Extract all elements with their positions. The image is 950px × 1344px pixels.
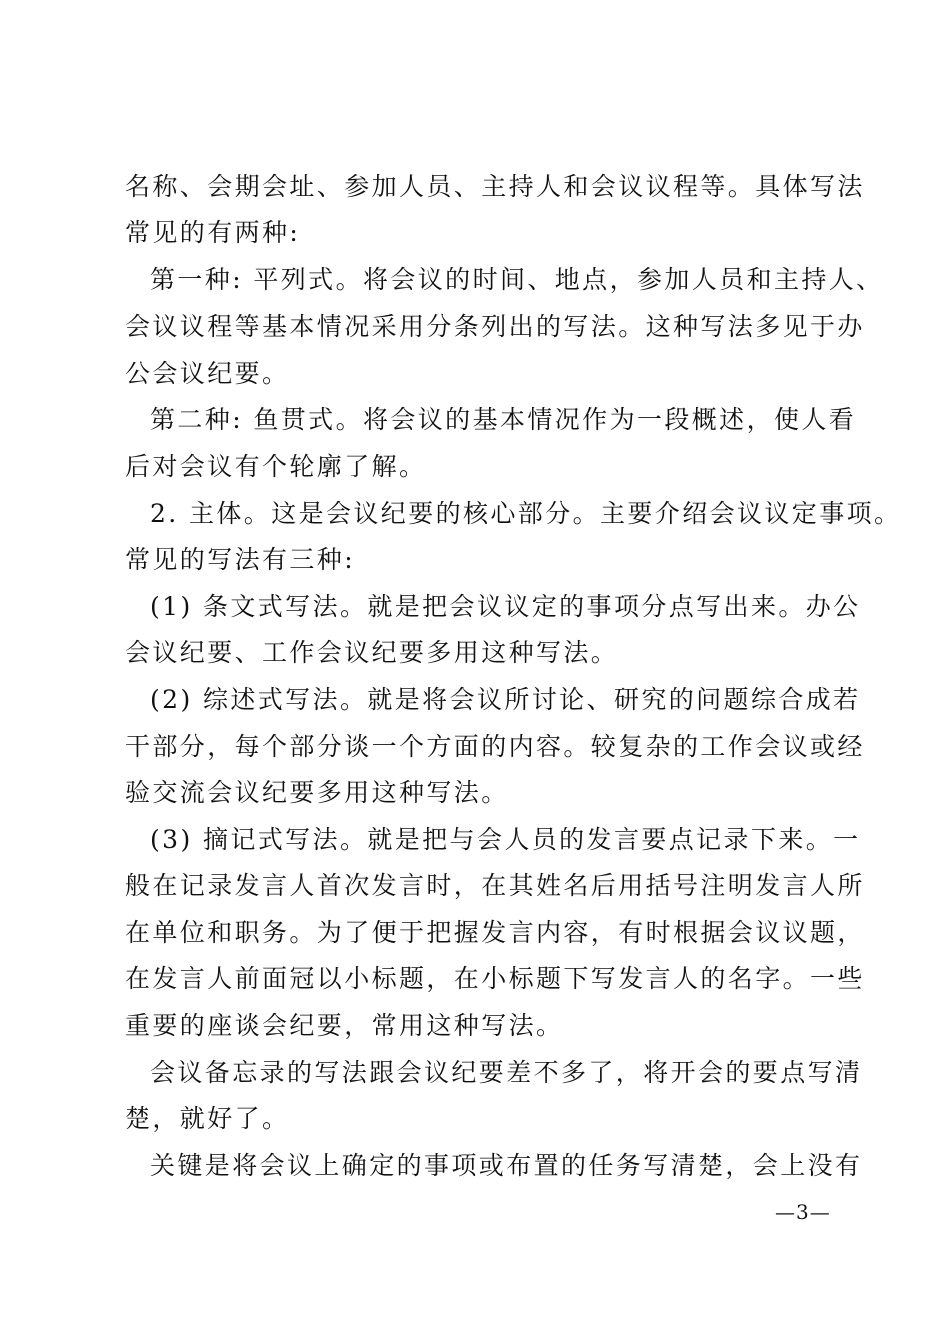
page-number: —3—: [775, 1200, 831, 1224]
text-line: 楚，就好了。: [125, 1104, 290, 1133]
text-line: 验交流会议纪要多用这种写法。: [125, 778, 509, 807]
text-line: 会议纪要、工作会议纪要多用这种写法。: [125, 638, 619, 667]
text-line: 后对会议有个轮廓了解。: [125, 452, 427, 481]
text-line: 常见的写法有三种:: [125, 545, 356, 574]
text-line: 常见的有两种:: [125, 218, 301, 247]
text-line: (1) 条文式写法。就是把会议议定的事项分点写出来。办公: [150, 592, 861, 621]
text-line: 会议议程等基本情况采用分条列出的写法。这种写法多见于办: [125, 312, 865, 341]
text-line: 公会议纪要。: [125, 359, 290, 388]
text-line: 第二种: 鱼贯式。将会议的基本情况作为一段概述，使人看: [150, 405, 857, 434]
text-line: 重要的座谈会纪要，常用这种写法。: [125, 1011, 564, 1040]
text-line: (3) 摘记式写法。就是把与会人员的发言要点记录下来。一: [150, 825, 861, 854]
text-line: 2. 主体。这是会议纪要的核心部分。主要介绍会议议定事项。: [150, 499, 902, 528]
text-line: 在单位和职务。为了便于把握发言内容，有时根据会议议题，: [125, 918, 865, 947]
text-line: 关键是将会议上确定的事项或布置的任务写清楚，会上没有: [150, 1151, 863, 1180]
text-line: 会议备忘录的写法跟会议纪要差不多了，将开会的要点写清: [150, 1058, 863, 1087]
text-line: (2) 综述式写法。就是将会议所讨论、研究的问题综合成若: [150, 685, 861, 714]
text-line: 般在记录发言人首次发言时，在其姓名后用括号注明发言人所: [125, 871, 865, 900]
text-line: 名称、会期会址、参加人员、主持人和会议议程等。具体写法: [125, 172, 865, 201]
text-line: 第一种: 平列式。将会议的时间、地点，参加人员和主持人、: [150, 265, 884, 294]
text-line: 在发言人前面冠以小标题，在小标题下写发言人的名字。一些: [125, 964, 865, 993]
text-line: 干部分，每个部分谈一个方面的内容。较复杂的工作会议或经: [125, 732, 865, 761]
